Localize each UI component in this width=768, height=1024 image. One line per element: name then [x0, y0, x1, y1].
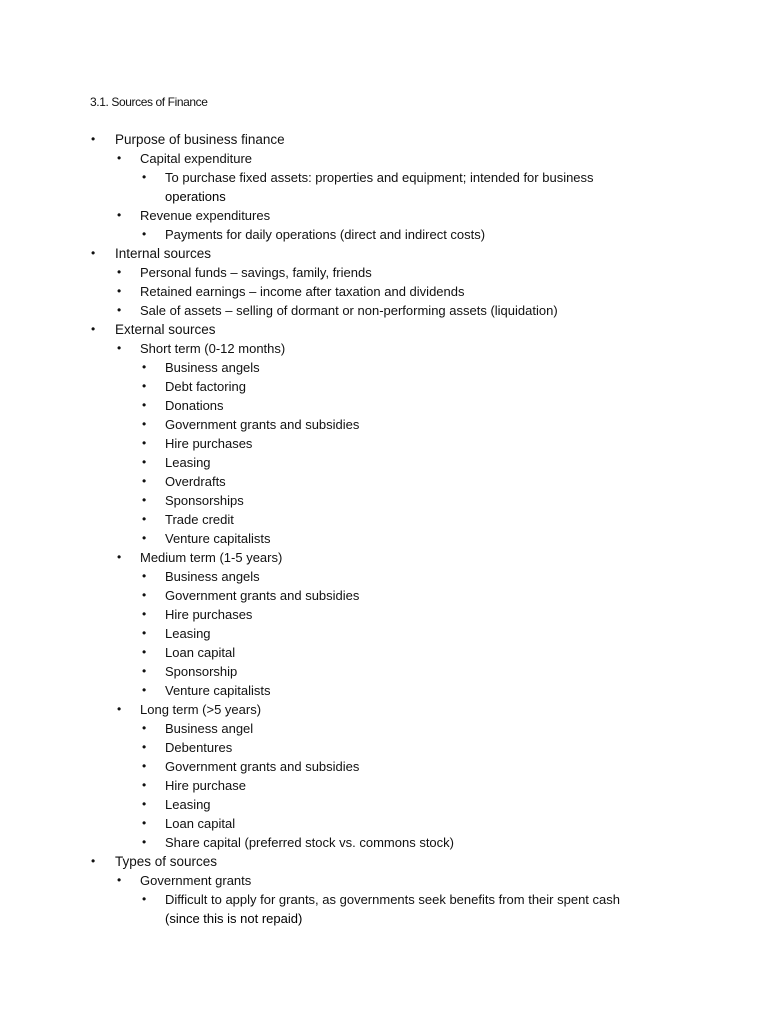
list-item-level-3 [0, 605, 768, 624]
list-item-text: (since this is not repaid) [165, 911, 303, 926]
list-item-level-3 [0, 833, 768, 852]
bullet-icon: • [117, 303, 122, 317]
list-item-level-3 [0, 757, 768, 776]
list-item-level-3 [0, 453, 768, 472]
list-item-level-3 [0, 624, 768, 643]
bullet-icon: • [142, 797, 147, 811]
list-item-text: Hire purchase [165, 778, 246, 793]
bullet-icon: • [117, 702, 122, 716]
list-item-level-2 [0, 282, 768, 301]
list-item-level-1 [0, 130, 768, 149]
bullet-icon: • [117, 208, 122, 222]
section-heading: 3.1. Sources of Finance [90, 95, 208, 109]
list-item-text: Retained earnings – income after taxation and dividends [140, 284, 465, 299]
list-item-text: Payments for daily operations (direct and indirect costs) [165, 227, 486, 242]
list-item-continuation [0, 909, 768, 928]
bullet-icon: • [142, 455, 147, 469]
list-item-text: Government grants and subsidies [165, 588, 360, 603]
list-item-level-2 [0, 149, 768, 168]
list-item-level-3 [0, 358, 768, 377]
bullet-icon: • [142, 683, 147, 697]
list-item-level-3 [0, 491, 768, 510]
list-item-text: Internal sources [115, 246, 212, 261]
list-item-level-3 [0, 662, 768, 681]
bullet-icon: • [142, 664, 147, 678]
bullet-icon: • [142, 379, 147, 393]
list-item-text: External sources [115, 322, 216, 337]
list-item-text: Overdrafts [165, 474, 226, 489]
bullet-outline [0, 130, 768, 928]
list-item-level-2 [0, 339, 768, 358]
list-item-level-3 [0, 472, 768, 491]
list-item-level-2 [0, 206, 768, 225]
bullet-icon: • [142, 569, 147, 583]
list-item-level-3 [0, 529, 768, 548]
list-item-text: Hire purchases [165, 607, 253, 622]
bullet-icon: • [142, 607, 147, 621]
list-item-text: Long term (>5 years) [140, 702, 262, 717]
list-item-text: Business angels [165, 360, 260, 375]
list-item-text: Sponsorships [165, 493, 244, 508]
bullet-icon: • [91, 246, 96, 260]
bullet-icon: • [142, 436, 147, 450]
list-item-level-2 [0, 548, 768, 567]
list-item-text: Donations [165, 398, 224, 413]
bullet-icon: • [117, 873, 122, 887]
list-item-text: Hire purchases [165, 436, 253, 451]
list-item-level-3 [0, 586, 768, 605]
list-item-level-1 [0, 852, 768, 871]
bullet-icon: • [91, 854, 96, 868]
list-item-level-3 [0, 719, 768, 738]
list-item-text: Venture capitalists [165, 683, 271, 698]
list-item-level-3 [0, 377, 768, 396]
bullet-icon: • [142, 360, 147, 374]
bullet-icon: • [142, 588, 147, 602]
list-item-text: Loan capital [165, 816, 236, 831]
list-item-level-1 [0, 244, 768, 263]
list-item-text: Difficult to apply for grants, as governments seek benefits from their spent cash [165, 892, 620, 907]
list-item-continuation [0, 187, 768, 206]
list-item-text: Debentures [165, 740, 233, 755]
list-item-level-3 [0, 890, 768, 909]
list-item-text: Loan capital [165, 645, 236, 660]
bullet-icon: • [142, 740, 147, 754]
list-item-level-3 [0, 814, 768, 833]
list-item-text: Debt factoring [165, 379, 246, 394]
bullet-icon: • [142, 645, 147, 659]
list-item-text: Leasing [165, 797, 211, 812]
list-item-level-3 [0, 567, 768, 586]
list-item-text: Revenue expenditures [140, 208, 271, 223]
list-item-level-3 [0, 415, 768, 434]
list-item-text: Government grants and subsidies [165, 759, 360, 774]
list-item-text: Business angel [165, 721, 254, 736]
list-item-text: Trade credit [165, 512, 234, 527]
bullet-icon: • [142, 778, 147, 792]
list-item-level-2 [0, 871, 768, 890]
list-item-text: Government grants [140, 873, 252, 888]
bullet-icon: • [142, 170, 147, 184]
bullet-icon: • [117, 151, 122, 165]
list-item-text: operations [165, 189, 226, 204]
bullet-icon: • [142, 626, 147, 640]
bullet-icon: • [91, 322, 96, 336]
list-item-level-3 [0, 510, 768, 529]
list-item-text: Capital expenditure [140, 151, 253, 166]
list-item-level-3 [0, 396, 768, 415]
bullet-icon: • [117, 265, 122, 279]
list-item-level-3 [0, 168, 768, 187]
bullet-icon: • [142, 721, 147, 735]
list-item-text: Types of sources [115, 854, 218, 869]
list-item-level-1 [0, 320, 768, 339]
list-item-level-2 [0, 263, 768, 282]
bullet-icon: • [142, 835, 147, 849]
list-item-level-3 [0, 738, 768, 757]
bullet-icon: • [91, 132, 96, 146]
bullet-icon: • [142, 417, 147, 431]
bullet-icon: • [142, 493, 147, 507]
bullet-icon: • [142, 892, 147, 906]
list-item-text: Purpose of business finance [115, 132, 285, 147]
list-item-level-3 [0, 681, 768, 700]
bullet-icon: • [142, 531, 147, 545]
list-item-text: Government grants and subsidies [165, 417, 360, 432]
list-item-level-3 [0, 776, 768, 795]
list-item-level-3 [0, 225, 768, 244]
list-item-level-3 [0, 795, 768, 814]
bullet-icon: • [142, 512, 147, 526]
bullet-icon: • [142, 759, 147, 773]
bullet-icon: • [117, 284, 122, 298]
list-item-level-3 [0, 643, 768, 662]
bullet-icon: • [117, 550, 122, 564]
list-item-level-2 [0, 700, 768, 719]
list-item-text: Leasing [165, 455, 211, 470]
list-item-text: Personal funds – savings, family, friends [140, 265, 372, 280]
list-item-text: Sale of assets – selling of dormant or non-performing assets (liquidation) [140, 303, 558, 318]
bullet-icon: • [142, 227, 147, 241]
list-item-level-3 [0, 434, 768, 453]
bullet-icon: • [142, 398, 147, 412]
list-item-text: Short term (0-12 months) [140, 341, 286, 356]
list-item-text: Leasing [165, 626, 211, 641]
list-item-text: Sponsorship [165, 664, 238, 679]
list-item-text: Medium term (1-5 years) [140, 550, 283, 565]
list-item-text: Venture capitalists [165, 531, 271, 546]
bullet-icon: • [142, 474, 147, 488]
bullet-icon: • [117, 341, 122, 355]
list-item-text: To purchase fixed assets: properties and equipment; intended for business [165, 170, 594, 185]
bullet-icon: • [142, 816, 147, 830]
list-item-text: Share capital (preferred stock vs. commons stock) [165, 835, 454, 850]
list-item-level-2 [0, 301, 768, 320]
list-item-text: Business angels [165, 569, 260, 584]
